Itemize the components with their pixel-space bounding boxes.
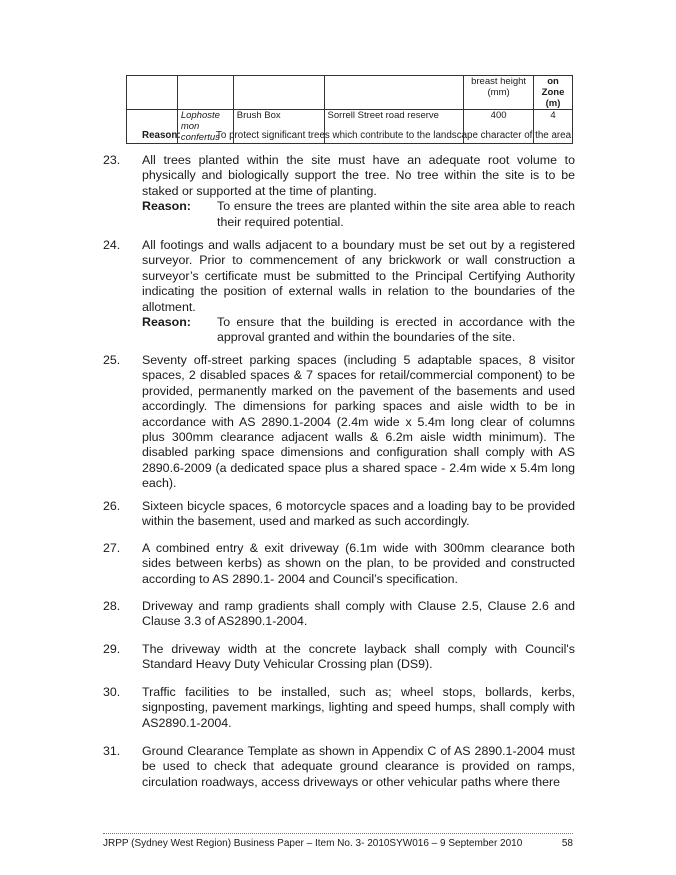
- condition-text: Sixteen bicycle spaces, 6 motorcycle spaces and a loading bay to be provided within the basement, used and marked as such accordingly.: [142, 499, 575, 529]
- botanical-name-cell: Lophoste mon confertus: [177, 110, 233, 144]
- zone-cell: 4: [534, 110, 573, 144]
- condition-text: A combined entry & exit driveway (6.1m wide with 300mm clearance both sides between kerbs) as shown on the plan, to be provided and constructed according to AS 2890.1- 2004 and Council’s specification.: [142, 541, 575, 586]
- condition-text: Ground Clearance Template as shown in Appendix C of AS 2890.1-2004 must be used to check that adequate ground clearance is provided on ramps, circulation roadways, access driveways or other vehicular paths where there: [142, 744, 575, 789]
- table-cell: [177, 76, 233, 110]
- reason-text: To ensure that the building is erected in accordance with the approval granted and within the boundaries of the site.: [217, 315, 575, 345]
- condition-text: The driveway width at the concrete layback shall comply with Council's Standard Heavy Duty Vehicular Crossing plan (DS9).: [142, 642, 575, 672]
- condition-text: Driveway and ramp gradients shall comply with Clause 2.5, Clause 2.6 and Clause 3.3 of AS2890.1-2004.: [142, 599, 575, 629]
- condition-number: 24.: [103, 238, 121, 252]
- condition-25: [103, 353, 575, 492]
- condition-text: All trees planted within the site must have an adequate root volume to physically and biologically support the tree. No tree within the site is to be staked or supported at the time of planting.: [142, 153, 575, 198]
- condition-number: 31.: [103, 744, 121, 758]
- condition-28: [103, 599, 575, 630]
- reason-label: Reason:: [142, 199, 191, 214]
- condition-text: Traffic facilities to be installed, such as; wheel stops, bollards, kerbs, signposting, pavement markings, lighting and speed humps, shall comply with AS2890.1-2004.: [142, 685, 575, 730]
- breast-height-cell: 400: [464, 110, 534, 144]
- condition-number: 27.: [103, 541, 121, 555]
- table-header-row: [127, 76, 573, 110]
- table-header-breast-height: breast height (mm): [464, 76, 534, 110]
- condition-number: 30.: [103, 685, 121, 699]
- condition-text: All footings and walls adjacent to a boundary must be set out by a registered surveyor. Prior to commencement of any brickwork or wall construction a surveyor’s certificate must be submitted to the Principal Certifying Authority indicating the position of external walls in relation to the boundaries of the allotment.: [142, 238, 575, 314]
- condition-24: [103, 238, 575, 346]
- condition-27: [103, 541, 575, 587]
- table-cell: [233, 76, 324, 110]
- footer-divider: [103, 833, 573, 834]
- table-cell: [324, 76, 464, 110]
- reason-label: Reason:: [142, 315, 191, 330]
- condition-reason: [142, 199, 575, 230]
- condition-30: [103, 685, 575, 731]
- condition-text: Seventy off-street parking spaces (including 5 adaptable spaces, 8 visitor spaces, 2 disabled spaces & 7 spaces for retail/commercial component) to be provided, permanently marked on the pavement of the basements and used accordingly. The dimensions for parking spaces and aisle width to be in accordance with AS 2890.1-2004 (2.4m wide x 5.4m long clear of columns plus 300mm clearance adjacent walls & 6.2m aisle width minimum). The disabled parking space dimensions and configuration shall comply with AS 2890.6-2009 (a dedicated space plus a shared space - 2.4m wide x 5.4m long each).: [142, 353, 575, 491]
- condition-23: [103, 153, 575, 230]
- condition-number: 23.: [103, 153, 121, 167]
- table-cell: [127, 76, 178, 110]
- condition-number: 28.: [103, 599, 121, 613]
- reason-top: [142, 130, 577, 142]
- condition-number: 26.: [103, 499, 121, 513]
- condition-reason: [142, 315, 575, 346]
- condition-31: [103, 744, 575, 790]
- footer-text: JRPP (Sydney West Region) Business Paper – Item No. 3- 2010SYW016 – 9 September 2010: [103, 838, 523, 849]
- reason-label: Reason:: [142, 130, 181, 141]
- reason-text: To protect significant trees which contribute to the landscape character of the area.: [216, 130, 574, 141]
- table-header-zone: on Zone (m): [534, 76, 573, 110]
- condition-29: [103, 642, 575, 673]
- common-name-cell: Brush Box: [233, 110, 324, 144]
- condition-26: [103, 499, 575, 530]
- page-number: 58: [561, 838, 573, 849]
- condition-number: 25.: [103, 353, 121, 367]
- location-cell: Sorrell Street road reserve: [324, 110, 464, 144]
- reason-text: To ensure the trees are planted within the site area able to reach their required potential.: [217, 199, 575, 229]
- condition-number: 29.: [103, 642, 121, 656]
